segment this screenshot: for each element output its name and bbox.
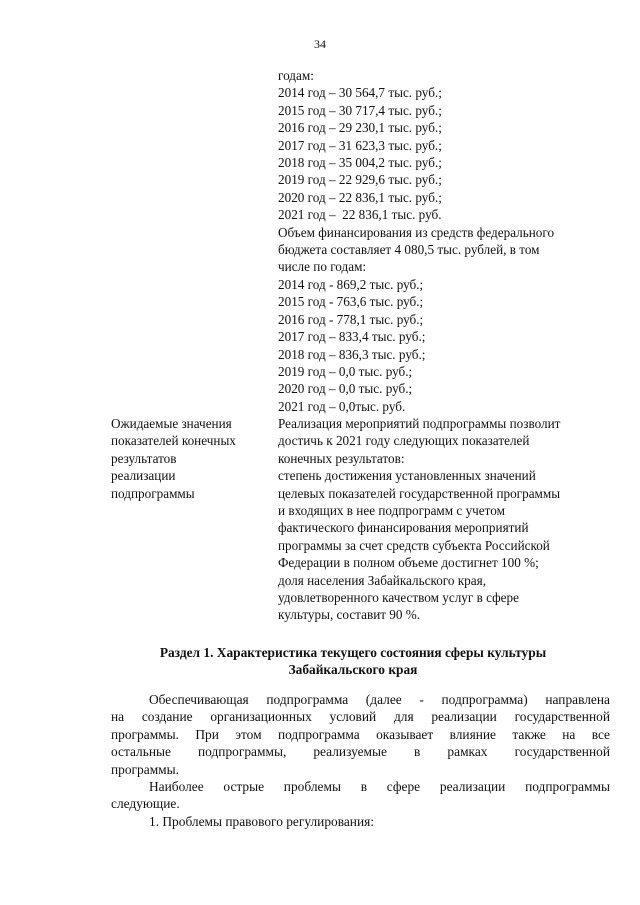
federal-funding-line: 2015 год - 763,6 тыс. руб.; — [278, 294, 424, 310]
federal-funding-line: 2018 год – 836,3 тыс. руб.; — [278, 346, 426, 362]
result-line: Федерации в полном объеме достигнет 100 %; — [278, 555, 539, 571]
result-line: Реализация мероприятий подпрограммы позволит — [278, 416, 561, 431]
paragraph-line: следующие. — [111, 796, 180, 812]
federal-intro-line: Объем финансирования из средств федерального — [278, 224, 555, 240]
result-line: программы за счет средств субъекта Российской — [278, 537, 550, 553]
result-line: культуры, составит 90 %. — [278, 607, 421, 623]
paragraph-3 — [111, 813, 610, 830]
result-line: целевых показателей государственной программы — [278, 485, 561, 501]
paragraph-line: программы. — [111, 761, 179, 777]
paragraph-line: остальные подпрограммы, реализуемые в рамках государственной — [111, 744, 610, 760]
paragraph-line: на создание организационных условий для реализации государственной — [111, 709, 610, 725]
funding-line: годам: — [278, 68, 314, 83]
result-line: удовлетворенного качеством услуг в сфере — [278, 590, 519, 606]
funding-line: 2021 год – 22 836,1 тыс. руб. — [278, 207, 442, 223]
result-line: и входящих в нее подпрограмм с учетом — [278, 503, 505, 519]
funding-block — [278, 67, 608, 415]
federal-intro-line: бюджета составляет 4 080,5 тыс. рублей, в том — [278, 242, 540, 258]
federal-funding-line: 2019 год – 0,0 тыс. руб.; — [278, 363, 413, 379]
federal-funding-line: 2021 год – 0,0тыс. руб. — [278, 398, 406, 414]
funding-line: 2015 год – 30 717,4 тыс. руб.; — [278, 102, 442, 118]
result-line: степень достижения установленных значений — [278, 468, 536, 484]
federal-intro-line: числе по годам: — [278, 259, 367, 275]
funding-line: 2017 год – 31 623,3 тыс. руб.; — [278, 137, 442, 153]
funding-line: 2018 год – 35 004,2 тыс. руб.; — [278, 155, 442, 171]
federal-funding-line: 2016 год - 778,1 тыс. руб.; — [278, 311, 424, 327]
section-heading-line: Забайкальского края — [288, 662, 418, 678]
funding-line: 2019 год – 22 929,6 тыс. руб.; — [278, 172, 442, 188]
section-heading — [96, 644, 610, 679]
label-line: Ожидаемые значения — [111, 416, 232, 431]
paragraph-line: 1. Проблемы правового регулирования: — [149, 814, 375, 829]
funding-line: 2016 год – 29 230,1 тыс. руб.; — [278, 120, 442, 136]
funding-line: 2020 год – 22 836,1 тыс. руб.; — [278, 189, 442, 205]
result-line: доля населения Забайкальского края, — [278, 572, 486, 588]
paragraph-line: Наиболее острые проблемы в сфере реализации подпрограммы — [149, 779, 610, 794]
label-line: показателей конечных — [111, 433, 236, 449]
funding-line: 2014 год – 30 564,7 тыс. руб.; — [278, 85, 442, 101]
expected-results-value — [278, 415, 608, 624]
paragraph-1 — [111, 691, 610, 778]
label-line: реализации — [111, 468, 176, 484]
label-line: результатов — [111, 450, 177, 466]
page-number: 34 — [314, 37, 326, 51]
federal-funding-line: 2020 год – 0,0 тыс. руб.; — [278, 381, 413, 397]
paragraph-line: Обеспечивающая подпрограмма (далее - подпрограмма) направлена — [149, 692, 610, 707]
result-line: конечных результатов: — [278, 450, 405, 466]
section-heading-line: Раздел 1. Характеристика текущего состояния сферы культуры — [159, 645, 547, 660]
result-line: фактического финансирования мероприятий — [278, 520, 529, 536]
label-line: подпрограммы — [111, 485, 195, 501]
paragraph-line: программы. При этом подпрограмма оказывает влияние также на все — [111, 726, 610, 742]
result-line: достичь к 2021 году следующих показателей — [278, 433, 530, 449]
federal-funding-line: 2017 год – 833,4 тыс. руб.; — [278, 329, 426, 345]
paragraph-2 — [111, 778, 610, 813]
federal-funding-line: 2014 год - 869,2 тыс. руб.; — [278, 276, 424, 292]
expected-results-label — [111, 415, 271, 502]
